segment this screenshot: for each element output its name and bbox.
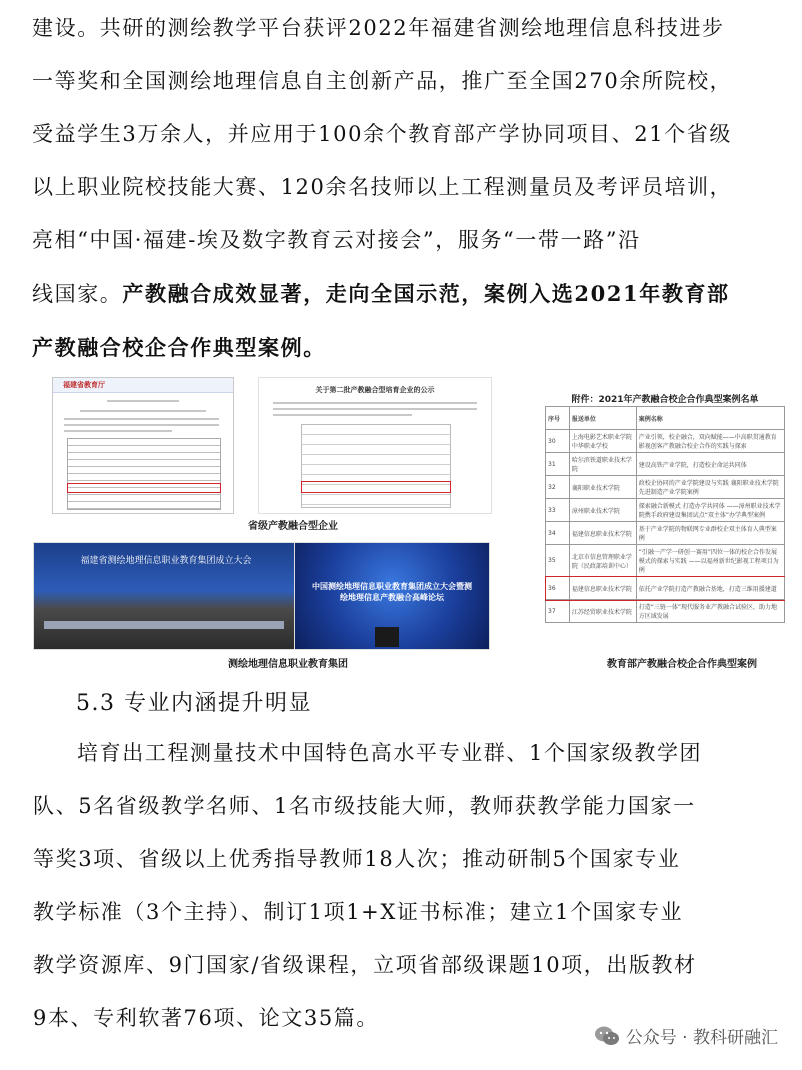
intro-line-2: 一等奖和全国测绘地理信息自主创新产品，推广至全国270余所院校，	[32, 69, 733, 93]
table-row	[546, 453, 785, 476]
table-cell: 哈尔滨铁道职业技术学院	[569, 453, 636, 476]
table-cell: 建设高铁产业学院，打造校企命运共同体	[636, 453, 784, 476]
table-row	[546, 499, 785, 522]
section-paragraph	[33, 727, 733, 1045]
case-list-table	[545, 406, 785, 623]
notice-header	[53, 378, 233, 393]
table-cell: 37	[546, 600, 570, 623]
table-row	[546, 430, 785, 453]
watermark	[594, 1023, 778, 1048]
text-bar	[273, 414, 412, 416]
case-list-thumbnail	[545, 392, 785, 642]
provincial-notice-thumbnail	[52, 377, 234, 514]
watermark-text: 公众号 · 教科研融汇	[625, 1028, 778, 1048]
table-cell: 依托产业学院打造产教融合基地，打造三维用援建道	[636, 577, 784, 600]
table-cell: 36	[546, 577, 570, 600]
table-cell: 30	[546, 430, 570, 453]
section-line-2: 队、5名省级教学名师、1名市级技能大师，教师获教学能力国家一	[33, 794, 696, 818]
table-cell: 35	[546, 545, 570, 577]
photo2-podium	[375, 627, 399, 647]
intro-line-7: 产教融合校企合作典型案例。	[32, 335, 326, 360]
text-bar	[64, 418, 219, 420]
notice-header-text: 福建省教育厅	[63, 381, 105, 389]
text-bar	[107, 400, 179, 402]
table-cell: 探索融合新模式 打造办学共同体 ——漳州职业技术学院携手政府建设集团试点“双主体”办学典型案例	[636, 499, 784, 522]
caption-vocational-group: 测绘地理信息职业教育集团	[228, 659, 348, 670]
photo1-banner-text: 福建省测绘地理信息职业教育集团成立大会	[80, 556, 252, 566]
photo2-banner-text: 中国测绘地理信息职业教育集团成立大会暨测绘地理信息产教融合高峰论坛	[312, 582, 472, 602]
table-header-cell: 序号	[546, 407, 570, 430]
text-bar	[80, 410, 206, 412]
notice-table	[67, 438, 220, 510]
intro-line-3: 受益学生3万余人，并应用于100余个教育部产学协同项目、21个省级	[32, 122, 732, 146]
text-bar	[273, 402, 477, 404]
table-cell: 政校企协同的产业学院建设与实践 襄阳职业技术学院先进制造产业学院案例	[636, 476, 784, 499]
photo1-table-row	[44, 621, 284, 629]
text-bar	[273, 408, 477, 410]
notice-highlight-box	[67, 483, 220, 493]
case-list-title: 附件：2021年产教融合校企合作典型案例名单	[571, 395, 759, 405]
intro-line-4: 以上职业院校技能大赛、120余名技师以上工程测量员及考评员培训，	[32, 175, 733, 199]
table-cell: “引融一产学一研创一赛用”四位一体的校企合作发展模式的探索与实践 ——以福州新世纪影视工程项目为例	[636, 545, 784, 577]
text-bar	[64, 430, 172, 432]
table-cell: 江苏经贸职业技术学院	[569, 600, 636, 623]
intro-line-6	[32, 267, 732, 321]
table-cell: 33	[546, 499, 570, 522]
table-cell: 产业引领，校企融合，双向赋能——中高职贯通教育影视创客产教融合校企合作的实践与探索	[636, 430, 784, 453]
wechat-icon	[594, 1025, 620, 1047]
caption-provincial-enterprise: 省级产教融合型企业	[248, 521, 338, 532]
public-notice-thumbnail	[258, 377, 492, 514]
table-cell: 打造“三链一体”现代服务业产教融合试验区，助力地方区域发展	[636, 600, 784, 623]
table-cell: 上海电影艺术职业学院 中华职业学校	[569, 430, 636, 453]
table-cell: 襄阳职业技术学院	[569, 476, 636, 499]
table-header-cell: 报送单位	[569, 407, 636, 430]
section-line-4: 教学标准（3个主持）、制订1项1+X证书标准；建立1个国家专业	[33, 900, 684, 924]
table-cell: 31	[546, 453, 570, 476]
text-bar	[64, 424, 219, 426]
table-row	[546, 545, 785, 577]
intro-line-6-bold: 产教融合成效显著，走向全国示范，案例入选2021年教育部	[122, 281, 730, 306]
public-notice-highlight-box	[301, 481, 451, 493]
table-row	[546, 476, 785, 499]
public-notice-title: 关于第二批产教融合型培育企业的公示	[315, 386, 435, 394]
table-cell: 34	[546, 522, 570, 545]
caption-ministry-cases: 教育部产教融合校企合作典型案例	[607, 659, 757, 670]
table-cell: 福建信息职业技术学院	[569, 577, 636, 600]
intro-line-5: 亮相“中国·福建-埃及数字教育云对接会”，服务“一带一路”沿	[32, 228, 641, 252]
case-list-table-wrap	[545, 406, 785, 623]
table-header-row	[546, 407, 785, 430]
table-cell: 漳州职业技术学院	[569, 499, 636, 522]
table-cell: 福建信息职业技术学院	[569, 522, 636, 545]
section-heading: 5.3 专业内涵提升明显	[76, 691, 312, 716]
table-header-cell: 案例名称	[636, 407, 784, 430]
table-cell: 北京市信息管理职业学院（民政部培训中心）	[569, 545, 636, 577]
table-cell: 基于产业学院的物联网专业群校企双主体育人典型案例	[636, 522, 784, 545]
intro-paragraph	[32, 2, 732, 374]
section-line-3: 等奖3项、省级以上优秀指导教师18人次；推动研制5个国家专业	[33, 847, 681, 871]
section-line-5: 教学资源库、9门国家/省级课程，立项省部级课题10项，出版教材	[33, 953, 697, 977]
intro-line-1: 建设。共研的测绘教学平台获评2022年福建省测绘地理信息科技进步	[32, 16, 725, 40]
table-row	[546, 522, 785, 545]
section-line-1: 培育出工程测量技术中国特色高水平专业群、1个国家级教学团	[77, 741, 703, 765]
table-cell: 32	[546, 476, 570, 499]
table-row	[546, 600, 785, 623]
public-notice-table	[301, 424, 451, 508]
conference-photo-2	[294, 542, 490, 650]
conference-photo-1	[33, 542, 295, 650]
table-row-highlighted	[546, 577, 785, 600]
intro-line-6-normal: 线国家。	[32, 282, 123, 306]
section-line-6: 9本、专利软著76项、论文35篇。	[33, 1006, 380, 1030]
